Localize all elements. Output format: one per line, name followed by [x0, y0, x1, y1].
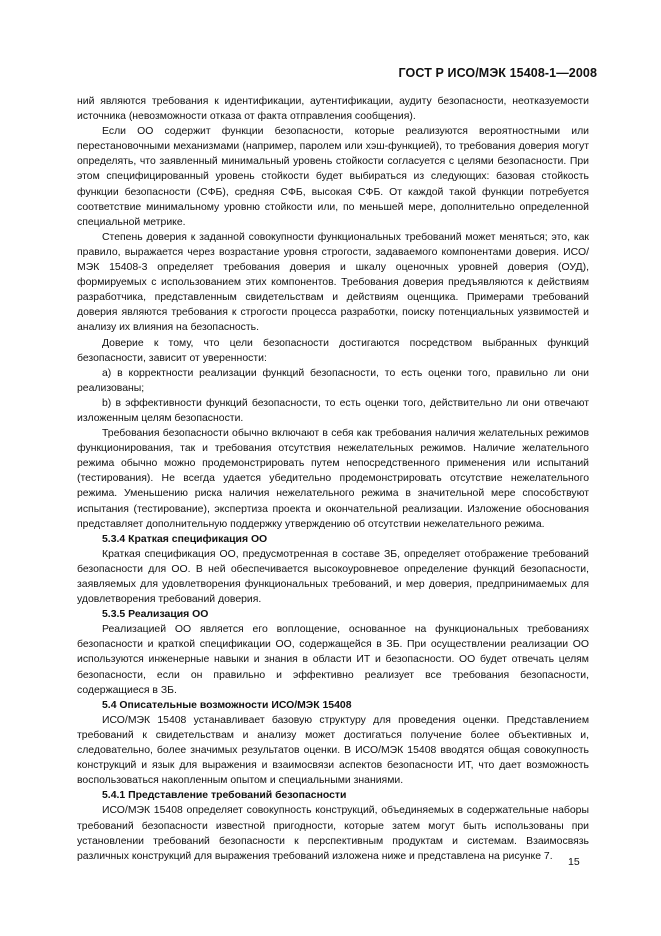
paragraph-strength: Если ОО содержит функции безопасности, которые реализуются вероятностными или перестановочными механизмами (например, паролем или хэш-функцией), то требования доверия могут определять, что заявленный минимальный уровень стойкости согласуется с целями безопасности. При этом специфицированный уровень стойкости будет выбираться из следующих: базовая стойкость функции безопасности (СФБ), средняя СФБ, высокая СФБ. От каждой такой функции потребуется соответствие минимальному уровню стойкости или, по меньшей мере, дополнительно определенной специальной метрике. [77, 126, 589, 228]
paragraph-modes: Требования безопасности обычно включают в себя как требования наличия желательных режимов функционирования, так и требования отсутствия нежелательных режимов. Наличие желательного режима обычно можно продемонстрировать путем непосредственного применения или испытаний (тестирования). Не всегда удается убедительно продемонстрировать отсутствие нежелательного режима. Уменьшению риска наличия нежелательного режима в значительной мере способствуют испытания (тестирование), экспертиза проекта и окончательной реализации. Изложение обоснования представляет дополнительную поддержку утверждению об отсутствии нежелательного режима. [77, 428, 589, 530]
document-header: ГОСТ Р ИСО/МЭК 15408-1—2008 [398, 66, 597, 80]
paragraph-confidence: Доверие к тому, что цели безопасности достигаются посредством выбранных функций безопасности, зависит от уверенности: [77, 337, 589, 364]
paragraph-toe-implementation: Реализацией ОО является его воплощение, основанное на функциональных требованиях безопасности и краткой спецификации ОО, содержащейся в ЗБ. При осуществлении реализации ОО используются инженерные навыки и знания в области ИТ и безопасности. ОО будет отвечать целям безопасности, если он правильно и эффективно реализует все требования безопасности, содержащиеся в ЗБ. [77, 624, 589, 696]
paragraph-toe-summary: Краткая спецификация ОО, предусмотренная в составе ЗБ, определяет отображение требований безопасности для ОО. В ней обеспечивается высокоуровневое определение функций безопасности, заявляемых для удовлетворения функциональных требований, и мер доверия, предпринимаемых для удовлетворения требований доверия. [77, 548, 589, 606]
section-heading-5-4-1: 5.4.1 Представление требований безопасности [102, 790, 347, 802]
section-heading-5-3-4: 5.3.4 Краткая спецификация ОО [102, 533, 268, 545]
list-item-b: b) в эффективности функций безопасности, то есть оценки того, действительно ли они отвечают изложенным целям безопасности. [77, 397, 589, 424]
paragraph-descriptive-capabilities: ИСО/МЭК 15408 устанавливает базовую структуру для проведения оценки. Представлением требований к свидетельствам и анализу может достигаться получение более объективных и, следовательно, более значимых результатов оценки. В ИСО/МЭК 15408 вводятся общая совокупность конструкций и язык для выражения и взаимосвязи аспектов безопасности ИТ, что дает возможность воспользоваться накопленным опытом и специальными знаниями. [77, 714, 589, 787]
section-heading-5-4: 5.4 Описательные возможности ИСО/МЭК 15408 [102, 699, 352, 711]
paragraph-requirements-representation: ИСО/МЭК 15408 определяет совокупность конструкций, объединяемых в содержательные наборы требований безопасности известной пригодности, которые затем могут быть использованы при установлении требований безопасности к перспективным продуктам и системам. Взаимосвязь различных конструкций для выражения требований изложена ниже и представлена на рисунке 7. [77, 805, 589, 862]
list-item-a: a) в корректности реализации функций безопасности, то есть оценки того, правильно ли они реализованы; [77, 367, 589, 394]
paragraph-assurance-degree: Степень доверия к заданной совокупности функциональных требований может меняться; это, как правило, выражается через возрастание уровня строгости, задаваемого компонентами доверия. ИСО/МЭК 15408-3 определяет требования доверия и шкалу оценочных уровней доверия (ОУД), формируемых с использованием этих компонентов. Требования доверия предъявляются к действиям разработчика, представленным свидетельствам и действиям оценщика. Примерами требований доверия являются требования к строгости процесса разработки, поиску потенциальных уязвимостей и анализу их влияния на безопасность. [77, 231, 589, 334]
paragraph-continuation: ний являются требования к идентификации, аутентификации, аудиту безопасности, неотказуемости источника (невозможности отказа от факта отправления сообщения). [77, 96, 589, 123]
page-number: 15 [568, 856, 580, 868]
document-body [77, 94, 589, 864]
section-heading-5-3-5: 5.3.5 Реализация ОО [102, 609, 209, 621]
